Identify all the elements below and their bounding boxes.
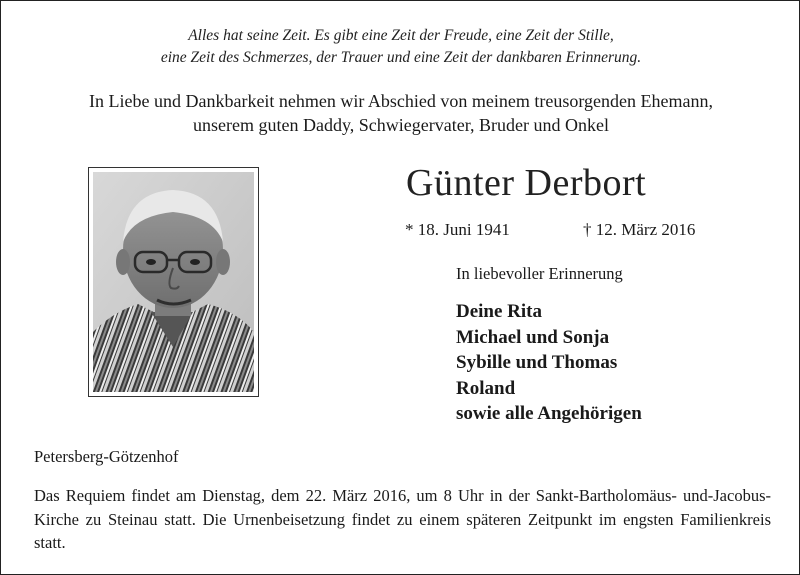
family-list (456, 299, 642, 427)
portrait-photo (88, 167, 259, 397)
motto-line-1: Alles hat seine Zeit. Es gibt eine Zeit der Freude, eine Zeit der Stille, (188, 27, 614, 44)
service-notice: Das Requiem findet am Dienstag, dem 22. März 2016, um 8 Uhr in der Sankt-Bartholomäus- und-Jacobus-Kirche zu Steinau statt. Die Urnenbeisetzung findet zu einem späteren Zeitpunkt im engsten Familienkreis statt. (34, 486, 771, 552)
intro-text (1, 89, 800, 137)
intro-line-2: unserem guten Daddy, Schwiegervater, Bruder und Onkel (193, 115, 609, 135)
family-member: Sybille und Thomas (456, 352, 618, 373)
family-member: Roland (456, 377, 516, 399)
memory-label: In liebevoller Erinnerung (456, 264, 623, 283)
location: Petersberg-Götzenhof (34, 447, 179, 466)
birth-date: * 18. Juni 1941 (405, 220, 510, 239)
deceased-name: Günter Derbort (406, 162, 647, 204)
family-member: sowie alle Angehörigen (456, 403, 642, 424)
portrait-image (93, 172, 254, 392)
motto (1, 25, 800, 69)
family-member: Deine Rita (456, 301, 543, 322)
intro-line-1: In Liebe und Dankbarkeit nehmen wir Abschied von meinem treusorgenden Ehemann, (89, 91, 713, 111)
family-member: Michael und Sonja (456, 326, 610, 348)
death-date: † 12. März 2016 (583, 220, 696, 239)
motto-line-2: eine Zeit des Schmerzes, der Trauer und eine Zeit der dankbaren Erinnerung. (160, 49, 642, 66)
